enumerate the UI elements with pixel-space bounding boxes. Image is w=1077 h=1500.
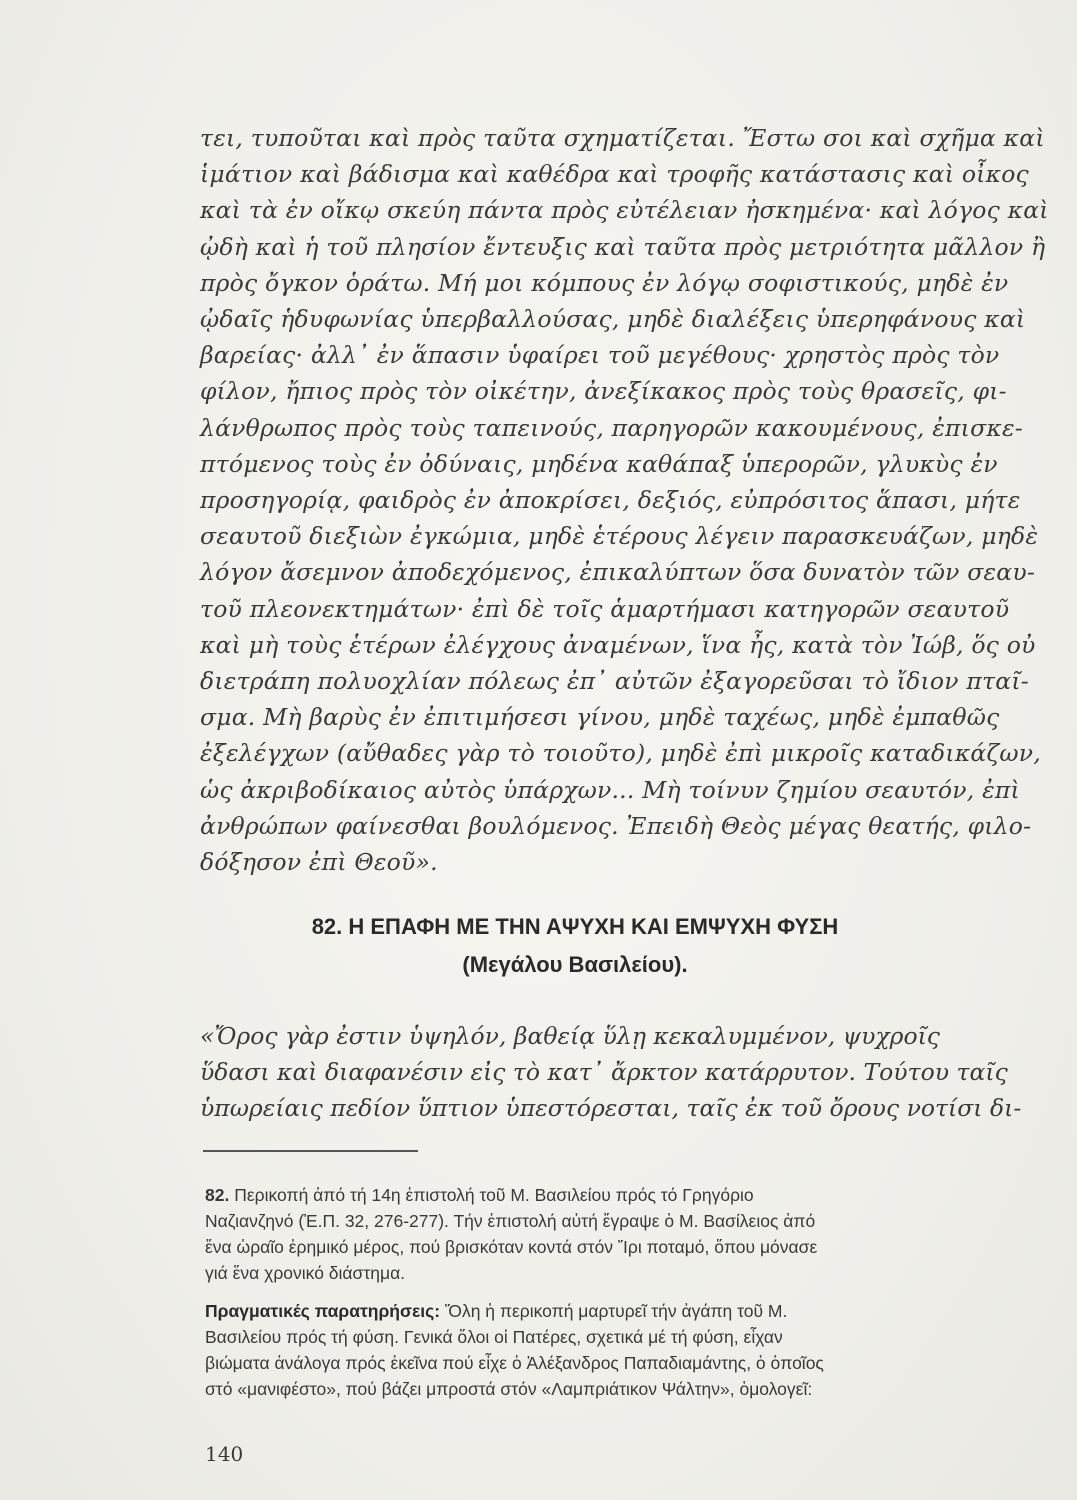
section-heading [200,912,950,980]
footnote-line: Ναζιανζηνό (Ἑ.Π. 32, 276-277). Τήν ἐπιστολή αὐτή ἔγραψε ὁ Μ. Βασίλειος ἀπό [205,1211,816,1231]
text-line: ᾠδαῖς ἡδυφωνίας ὑπερβαλλούσας, μηδὲ διαλέξεις ὑπερηφάνους καὶ [200,305,1026,334]
footnote-number: 82. [205,1185,230,1205]
quote-text [200,1018,1022,1126]
text-line: σεαυτοῦ διεξιὼν ἐγκώμια, μηδὲ ἑτέρους λέγειν παρασκευάζων, μηδὲ [200,522,1039,551]
text-line: ἀνθρώπων φαίνεσθαι βουλόμενος. Ἐπειδὴ Θεὸς μέγας θεατής, φιλο- [200,811,1032,840]
footnote-line: γιά ἕνα χρονικό διάστημα. [205,1263,406,1283]
text-line: ἱμάτιον καὶ βάδισμα καὶ καθέδρα καὶ τροφῆς κατάστασις καὶ οἶκος [200,160,1029,189]
footnote-line: βιώματα ἀνάλογα πρός ἐκεῖνα πού εἶχε ὁ Ἀλέξανδρος Παπαδιαμάντης, ὁ ὁποῖος [205,1353,824,1373]
text-line: λόγον ἄσεμνον ἀποδεχόμενος, ἐπικαλύπτων ὅσα δυνατὸν τῶν σεαυ- [200,558,1035,587]
section-subtitle: (Μεγάλου Βασιλείου). [462,952,688,977]
text-line: δόξησον ἐπὶ Θεοῦ». [200,848,438,877]
text-line: τοῦ πλεονεκτημάτων· ἐπὶ δὲ τοῖς ἁμαρτήμασι κατηγορῶν σεαυτοῦ [200,594,1010,623]
footnote-text: Ὅλη ἡ περικοπή μαρτυρεῖ τήν ἀγάπη τοῦ Μ. [444,1301,788,1321]
text-line: φίλον, ἤπιος πρὸς τὸν οἰκέτην, ἀνεξίκακος πρὸς τοὺς θρασεῖς, φι- [200,377,1007,406]
quote-line: ὑπωρείαις πεδίον ὕπτιον ὑπεστόρεσται, ταῖς ἐκ τοῦ ὄρους νοτίσι δι- [200,1094,1022,1122]
text-line: καὶ μὴ τοὺς ἑτέρων ἐλέγχους ἀναμένων, ἵνα ἦς, κατὰ τὸν Ἰώβ, ὅς οὐ [200,630,1036,659]
footnote [205,1182,865,1402]
text-line: τει, τυποῦται καὶ πρὸς ταῦτα σχηματίζεται. Ἔστω σοι καὶ σχῆμα καὶ [200,124,1045,152]
footnote-divider [203,1150,418,1152]
text-line: καὶ τὰ ἐν οἴκῳ σκεύη πάντα πρὸς εὐτέλειαν ἠσκημένα· καὶ λόγος καὶ [200,196,1049,225]
text-line: σμα. Μὴ βαρὺς ἐν ἐπιτιμήσεσι γίνου, μηδὲ ταχέως, μηδὲ ἐμπαθῶς [200,703,1000,732]
footnote-text: Περικοπή ἀπό τή 14η ἐπιστολή τοῦ Μ. Βασιλείου πρός τό Γρηγόριο [234,1185,754,1205]
text-line: ᾠδὴ καὶ ἡ τοῦ πλησίον ἔντευξις καὶ ταῦτα πρὸς μετριότητα μᾶλλον ἢ [200,232,1046,261]
text-line: πτόμενος τοὺς ἐν ὀδύναις, μηδένα καθάπαξ ὑπερορῶν, γλυκὺς ἐν [200,449,998,478]
text-line: βαρείας· ἀλλ᾽ ἐν ἅπασιν ὑφαίρει τοῦ μεγέθους· χρηστὸς πρὸς τὸν [200,341,1000,370]
text-line: ἐξελέγχων (αὔθαδες γὰρ τὸ τοιοῦτο), μηδὲ ἐπὶ μικροῖς καταδικάζων, [200,739,1041,768]
text-line: λάνθρωπος πρὸς τοὺς ταπεινούς, παρηγορῶν κακουμένους, ἐπισκε- [200,413,1023,442]
footnote-label: Πραγματικές παρατηρήσεις: [205,1301,441,1321]
page-number: 140 [205,1442,244,1466]
text-line: πρὸς ὄγκον ὁράτω. Μή μοι κόμπους ἐν λόγῳ σοφιστικούς, μηδὲ ἐν [200,268,1009,297]
footnote-line: Βασιλείου πρός τή φύση. Γενικά ὅλοι οἱ Πατέρες, σχετικά μέ τή φύση, εἶχαν [205,1327,783,1347]
section-title: 82. Η ΕΠΑΦΗ ΜΕ ΤΗΝ ΑΨΥΧΗ ΚΑΙ ΕΜΨΥΧΗ ΦΥΣΗ [311,914,839,939]
body-text [200,120,1049,880]
footnote-line [205,1182,865,1208]
quote-line: ὕδασι καὶ διαφανέσιν εἰς τὸ κατ᾽ ἄρκτον κατάρρυτον. Τούτου ταῖς [200,1058,1008,1086]
text-line: προσηγορίᾳ, φαιδρὸς ἐν ἀποκρίσει, δεξιός, εὐπρόσιτος ἅπασι, μήτε [200,486,1021,515]
quote-line: «Ὄρος γὰρ ἐστιν ὑψηλόν, βαθείᾳ ὕλῃ κεκαλυμμένον, ψυχροῖς [200,1022,940,1050]
text-line: διετράπη πολυοχλίαν πόλεως ἐπ᾽ αὐτῶν ἐξαγορεῦσαι τὸ ἴδιον πταῖ- [200,667,1029,696]
footnote-line: στό «μανιφέστο», πού βάζει μπροστά στόν «Λαμπριάτικον Ψάλτην», ὁμολογεῖ: [205,1379,813,1399]
footnote-line [205,1298,865,1324]
footnote-line: ἕνα ὡραῖο ἐρημικό μέρος, πού βρισκόταν κοντά στόν Ἴρι ποταμό, ὅπου μόνασε [205,1237,818,1257]
text-line: ὡς ἀκριβοδίκαιος αὐτὸς ὑπάρχων... Μὴ τοίνυν ζημίου σεαυτόν, ἐπὶ [200,775,1020,804]
